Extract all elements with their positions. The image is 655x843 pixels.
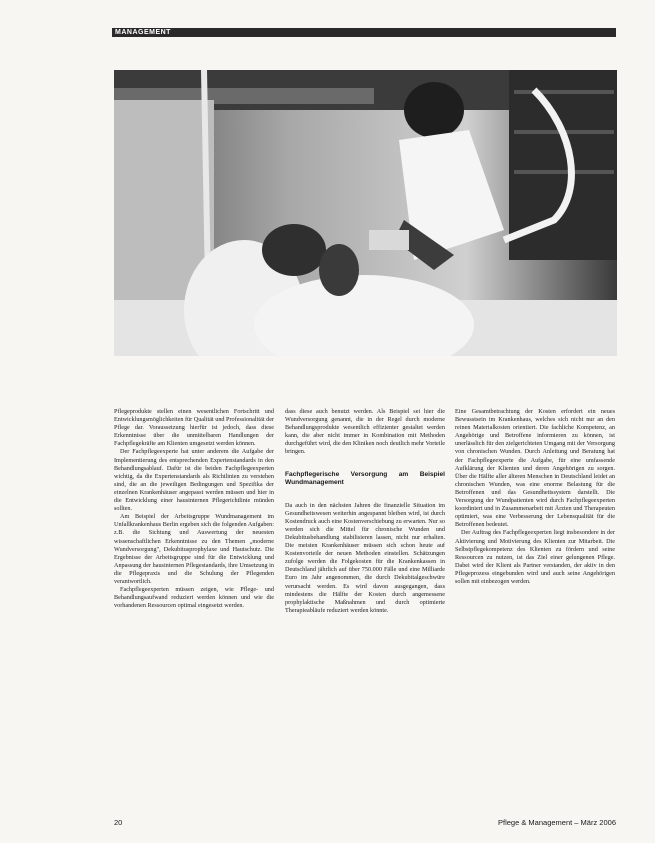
paragraph: Am Beispiel der Arbeitsgruppe Wundmanagement im Unfallkrankenhaus Berlin ergeben sich die folgenden Aufgaben: z.B. die Sichtung und Auswertung der neuesten wissenschaftlichen Erkenntnisse zu den Themen „moderne Wundversorgung", Dekubitusprophylaxe und Hautschutz. Die Ergebnisse der Arbeitsgruppe sind für die Entwicklung und Anpassung der hausinternen Pflegestandards, ihre Umsetzung in die Pflegepraxis und die Schulung der Pflegenden verantwortlich.	[114, 513, 274, 585]
section-heading: Fachpflegerische Versorgung am Beispiel Wundmanagement	[285, 470, 445, 487]
article-photo	[114, 70, 617, 356]
photo-nurse-patient-illustration	[114, 70, 617, 356]
paragraph: Fachpflegeexperten müssen zeigen, wie Pflege- und Behandlungsaufwand reduziert werden können und wie die vorhandenen Ressourcen optimal eingesetzt werden.	[114, 586, 274, 610]
issue-info: Pflege & Management – März 2006	[498, 818, 616, 827]
paragraph: dass diese auch benutzt werden. Als Beispiel sei hier die Wundversorgung genannt, die in der Regel durch moderne Behandlungsprodukte wesentlich effizienter gestaltet werden kann, die aber nicht immer in Kombination mit Methoden durchgeführt wird, die den Kliniken noch deutlich mehr Vorteile bringen.	[285, 408, 445, 456]
paragraph: Da auch in den nächsten Jahren die finanzielle Situation im Gesundheitswesen weiterhin angespannt bleiben wird, ist durch Kostendruck auch eine Kostenverschiebung zu erwarten. Nur so werden sich die Mittel für chronische Wunden und Dekubitusbehandlung stabilisieren lassen, nicht nur erhalten. Die meisten Krankenhäuser müssen sich schon heute auf Kostenvorteile der neuen Methoden einstellen. Schätzungen zufolge werden die Folgekosten für die Krankenkassen in Deutschland jährlich auf über 750.000 Fälle und eine Milliarde Euro im Jahr angenommen, die durch Dekubitalgeschwüre verursacht werden. Es wird davon ausgegangen, dass mindestens die Hälfte der Kosten durch angemessene prophylaktische Maßnahmen und durch optimierte Therapieabläufe reduziert werden könnte.	[285, 501, 445, 614]
section-header-bar	[112, 28, 616, 37]
paragraph: Pflegeprodukte stellen einen wesentlichen Fortschritt und Entwicklungsmöglichkeiten für Qualität und Professionalität der Pflege dar. Voraussetzung hierfür ist jedoch, dass diese Erkenntnisse über die unmittelbaren Handlungen der Fachpflegekräfte am Klienten umgesetzt werden können.	[114, 408, 274, 448]
page-number: 20	[114, 818, 123, 827]
paragraph: Der Auftrag des Fachpflegeexperten liegt insbesondere in der Aktivierung und Motivierung des Klienten zur Mitarbeit. Die Selbstpflegekompetenz des Klienten zu fördern und seine Ressourcen zu nutzen, ist das Ziel einer gelungenen Pflege. Dabei wird der Klient als Partner verstanden, der aktiv in den Pflegeprozess eingebunden wird und auch seine Angehörigen sollen mit einbezogen werden.	[455, 529, 615, 585]
article-column-2	[285, 408, 445, 615]
paragraph: Der Fachpflegeexperte hat unter anderem die Aufgabe der Implementierung des entsprechenden Expertenstandards in den Behandlungsablauf. Dafür ist die beiden Fachpflegeexperten wichtig, da die Expertenstandards als Richtlinien zu verstehen sind, die an die jeweiligen Bedingungen und Spezifika der einzelnen Krankenhäuser angepasst werden müssen und hier in die Entwicklung einer hausinternen Pflegerichtlinie münden sollten.	[114, 448, 274, 513]
section-title: MANAGEMENT	[115, 29, 171, 36]
paragraph: Eine Gesamtbetrachtung der Kosten erfordert ein neues Bewusstsein im Krankenhaus, welches sich nicht nur an den reinen Materialkosten orientiert. Die fachliche Kompetenz, an Angehörige und Betroffene informieren zu können, ist unerlässlich für den zielgerichteten Umgang mit der Versorgung von chronischen Wunden. Durch Anleitung und Beratung hat der Fachpflegeexperte die Aufgabe, für eine umfassende Aufklärung der Klienten und deren Angehörigen zu sorgen. Über die Hälfte aller älteren Menschen in Deutschland leidet an chronischen Wunden, was eine enorme Belastung für die Betroffenen und das Gesundheitssystem darstellt. Die Versorgung der Wundpatienten wird durch Fachpflegeexperten koordiniert und in Zusammenarbeit mit Ärzten und Therapeuten optimiert, was eine Verbesserung der Lebensqualität für die Betroffenen bedeutet.	[455, 408, 615, 529]
article-column-1	[114, 408, 274, 610]
article-column-3	[455, 408, 615, 586]
